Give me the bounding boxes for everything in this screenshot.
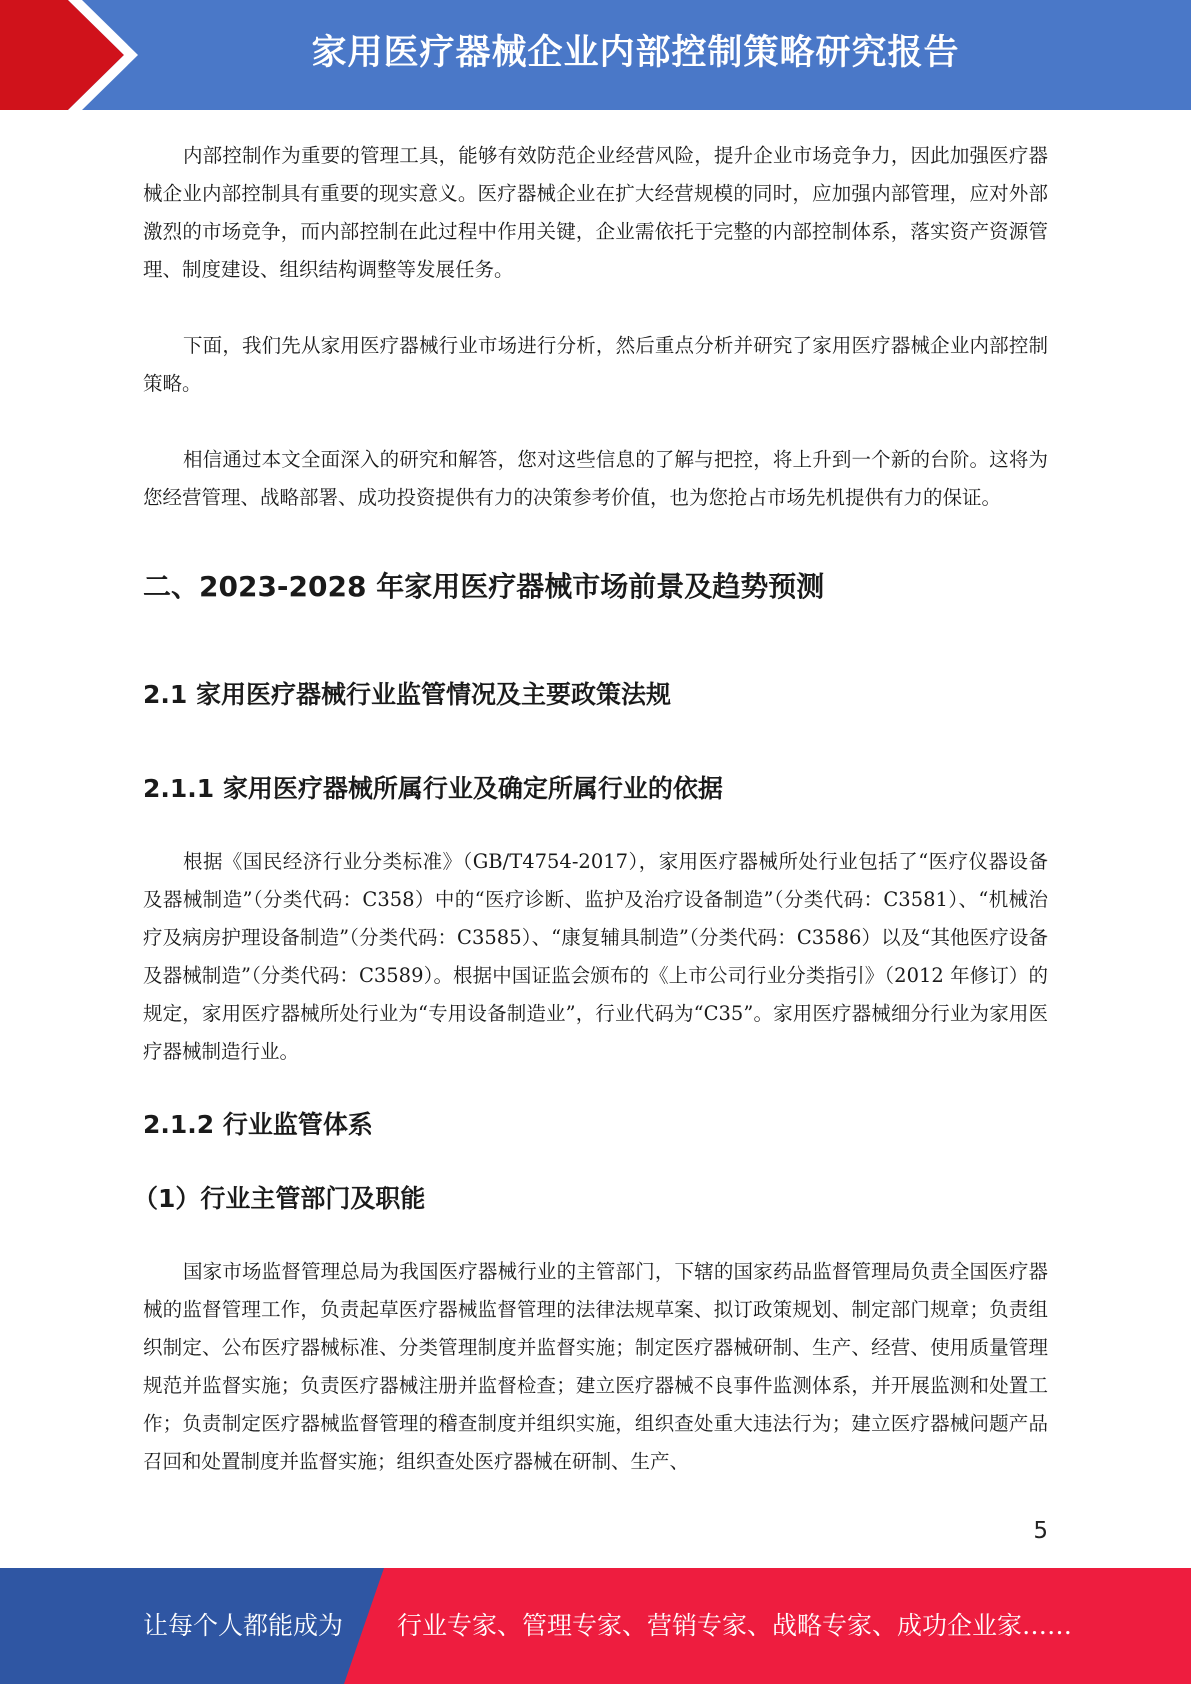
subsection-heading-2-1: 2.1 家用医疗器械行业监管情况及主要政策法规 bbox=[143, 680, 671, 709]
section-heading-2: 二、2023-2028 年家用医疗器械市场前景及趋势预测 bbox=[143, 570, 825, 603]
subsection-heading-2-1-2: 2.1.2 行业监管体系 bbox=[143, 1110, 373, 1139]
paragraph-2-1-1: 根据《国民经济行业分类标准》（GB/T4754-2017），家用医疗器械所处行业包括了“医疗仪器设备及器械制造”（分类代码：C358）中的“医疗诊断、监护及治疗设备制造”（分类代码：C3581）、“机械治疗及病房护理设备制造”（分类代码：C3585）、“康复辅具制造”（分类代码：C3586）以及“其他医疗设备及器械制造”（分类代码：C3589）。根据中国证监会颁布的《上市公司行业分类指引》（2012 年修订）的规定，家用医疗器械所处行业为“专用设备制造业”，行业代码为“C35”。家用医疗器械细分行业为家用医疗器械制造行业。 bbox=[143, 850, 1048, 1063]
page-number: 5 bbox=[1033, 1518, 1048, 1544]
header-banner bbox=[0, 0, 1191, 110]
footer-slogan-right: 行业专家、管理专家、营销专家、战略专家、成功企业家…… bbox=[397, 1611, 1073, 1640]
footer-banner bbox=[0, 1568, 1191, 1684]
paragraph-industry-authority: 国家市场监督管理总局为我国医疗器械行业的主管部门，下辖的国家药品监督管理局负责全国医疗器械的监督管理工作，负责起草医疗器械监督管理的法律法规草案、拟订政策规划、制定部门规章；负责组织制定、公布医疗器械标准、分类管理制度并监督实施；制定医疗器械研制、生产、经营、使用质量管理规范并监督实施；负责医疗器械注册并监督检查；建立医疗器械不良事件监测体系，并开展监测和处置工作；负责制定医疗器械监督管理的稽查制度并组织实施，组织查处重大违法行为；建立医疗器械问题产品召回和处置制度并监督实施；组织查处医疗器械在研制、生产、 bbox=[143, 1260, 1048, 1473]
subheading-industry-authority: （1）行业主管部门及职能 bbox=[133, 1184, 426, 1213]
intro-paragraph-2: 下面，我们先从家用医疗器械行业市场进行分析，然后重点分析并研究了家用医疗器械企业内部控制策略。 bbox=[143, 334, 1048, 395]
intro-paragraph-3: 相信通过本文全面深入的研究和解答，您对这些信息的了解与把控，将上升到一个新的台阶。这将为您经营管理、战略部署、成功投资提供有力的决策参考价值，也为您抢占市场先机提供有力的保证。 bbox=[143, 448, 1048, 509]
chevron-arrow-icon bbox=[0, 0, 160, 110]
report-title: 家用医疗器械企业内部控制策略研究报告 bbox=[311, 33, 960, 73]
subsection-heading-2-1-1: 2.1.1 家用医疗器械所属行业及确定所属行业的依据 bbox=[143, 774, 723, 803]
footer-slogan-left: 让每个人都能成为 bbox=[143, 1611, 344, 1640]
intro-paragraph-1: 内部控制作为重要的管理工具，能够有效防范企业经营风险，提升企业市场竞争力，因此加强医疗器械企业内部控制具有重要的现实意义。医疗器械企业在扩大经营规模的同时，应加强内部管理，应对外部激烈的市场竞争，而内部控制在此过程中作用关键，企业需依托于完整的内部控制体系，落实资产资源管理、制度建设、组织结构调整等发展任务。 bbox=[143, 144, 1048, 281]
page-content bbox=[133, 130, 1048, 1481]
